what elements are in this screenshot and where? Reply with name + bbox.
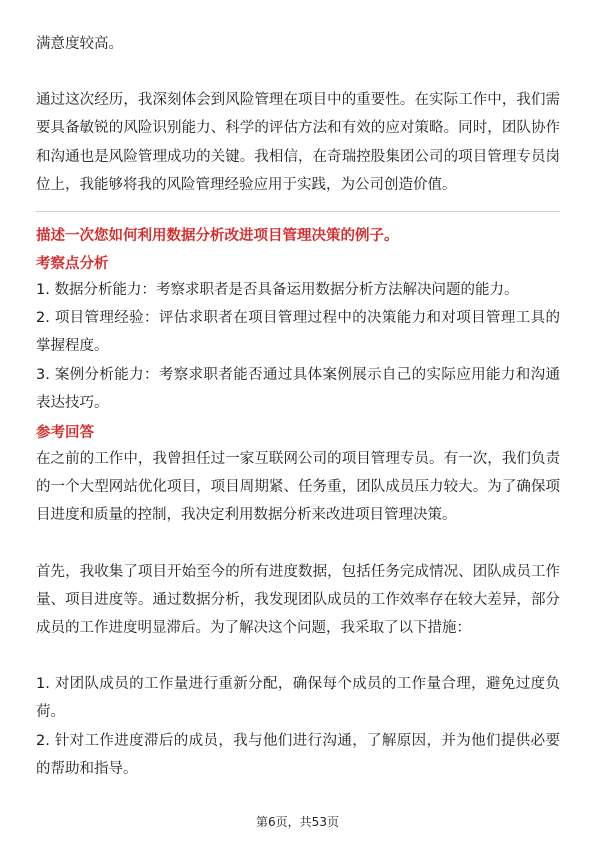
paragraph-continued: 满意度较高。	[36, 36, 123, 52]
section-divider	[36, 211, 560, 212]
spacer	[36, 58, 560, 86]
paragraph-reflection: 通过这次经历，我深刻体会到风险管理在项目中的重要性。在实际工作中，我们需要具备敏锐的风险识别能力、科学的评估方法和有效的应对策略。同时，团队协作和沟通也是风险管理成功的关键。我相信，在奇瑞控股集团公司的项目管理专员岗位上，我能够将我的风险管理经验应用于实践，为公司创造价值。	[36, 92, 560, 193]
analysis-item: 1. 数据分析能力：考察求职者是否具备运用数据分析方法解决问题的能力。	[36, 282, 519, 299]
answer-paragraph: 在之前的工作中，我曾担任过一家互联网公司的项目管理专员。有一次，我们负责的一个大型网站优化项目，项目周期紧、任务重，团队成员压力较大。为了确保项目进度和质量的控制，我决定利用数据分析来改进项目管理决策。	[36, 451, 560, 524]
analysis-item: 2. 项目管理经验：评估求职者在项目管理过程中的决策能力和对项目管理工具的掌握程度。	[36, 310, 560, 355]
answer-heading: 参考回答	[36, 425, 94, 442]
page-content	[36, 30, 560, 783]
page-number: 第6页，共53页	[256, 815, 339, 829]
answer-paragraph: 首先，我收集了项目开始至今的所有进度数据，包括任务完成情况、团队成员工作量、项目进度等。通过数据分析，我发现团队成员的工作效率存在较大差异，部分成员的工作进度明显滞后。为了解决这个问题，我采取了以下措施：	[36, 563, 560, 637]
analysis-item: 3. 案例分析能力：考察求职者能否通过具体案例展示自己的实际应用能力和沟通表达技巧。	[36, 366, 560, 411]
answer-item: 2. 针对工作进度滞后的成员，我与他们进行沟通，了解原因，并为他们提供必要的帮助和指导。	[36, 732, 560, 777]
analysis-heading: 考察点分析	[36, 256, 109, 273]
spacer	[36, 642, 560, 670]
spacer	[36, 530, 560, 558]
answer-item: 1. 对团队成员的工作量进行重新分配，确保每个成员的工作量合理，避免过度负荷。	[36, 676, 560, 721]
question-title: 描述一次您如何利用数据分析改进项目管理决策的例子。	[36, 228, 399, 245]
